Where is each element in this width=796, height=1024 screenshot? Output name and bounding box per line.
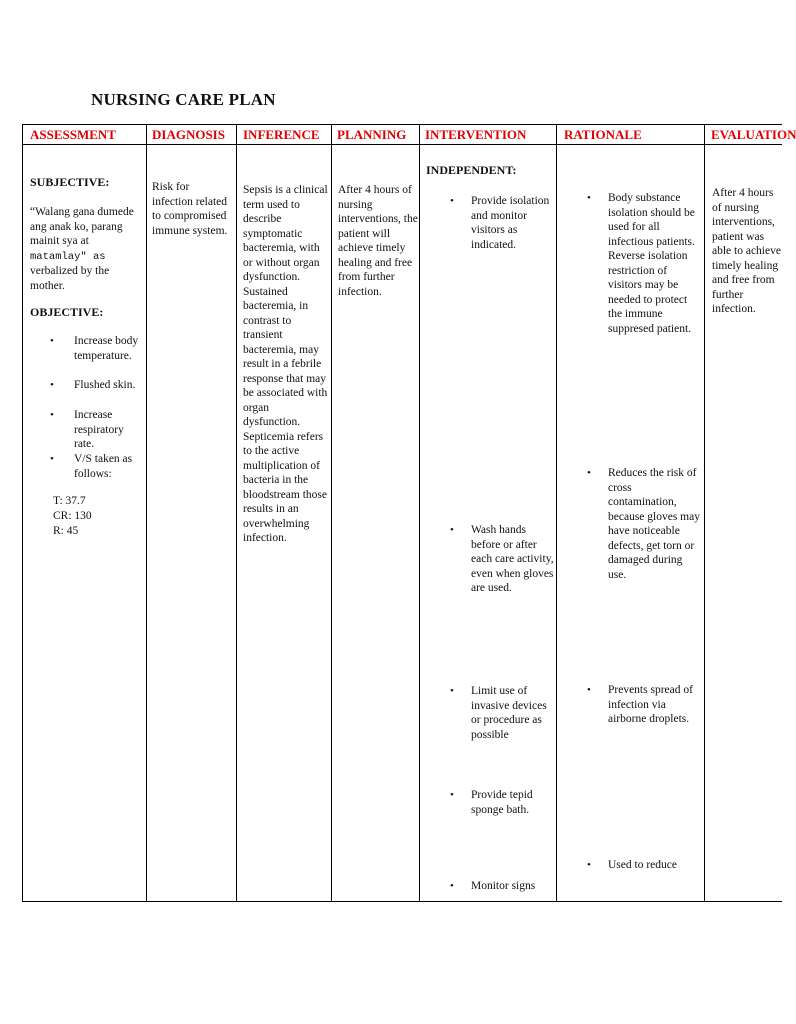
bullet: • xyxy=(587,684,591,696)
header-planning: PLANNING xyxy=(337,127,407,142)
header-inference: INFERENCE xyxy=(243,127,320,142)
header-diagnosis: DIAGNOSIS xyxy=(152,127,225,142)
column-border xyxy=(419,124,420,902)
header-evaluation: EVALUATION xyxy=(711,127,796,142)
bullet: • xyxy=(50,453,54,465)
list-item xyxy=(450,194,554,252)
independent-label: INDEPENDENT: xyxy=(426,163,517,177)
table-bottom-border xyxy=(22,901,782,902)
list-item xyxy=(450,788,554,817)
objective-label: OBJECTIVE: xyxy=(30,305,104,319)
quote-text: “Walang gana dumede ang anak ko, parang mainit sya at xyxy=(30,206,134,247)
inference-text: Sepsis is a clinical term used to describe symptomatic bacteremia, with or without organ dysfunction. Sustained bacteremia, in contrast to transient bacteremia, may result in a febrile response that may be associated with organ dysfunction. Septicemia refers to the active multiplication of bacteria in the bloodstream those results in an overwhelming infection. xyxy=(243,184,328,544)
bullet: • xyxy=(50,379,54,391)
list-item xyxy=(587,858,701,873)
objective-item: Flushed skin. xyxy=(74,379,136,391)
header-rationale: RATIONALE xyxy=(564,127,642,142)
subjective-label: SUBJECTIVE: xyxy=(30,175,110,189)
bullet: • xyxy=(50,335,54,347)
bullet: • xyxy=(450,524,454,536)
list-item xyxy=(50,408,142,452)
vital-cardiac-rate: CR: 130 xyxy=(53,510,92,522)
bullet: • xyxy=(587,859,591,871)
column-border xyxy=(236,124,237,902)
list-item xyxy=(587,191,701,336)
column-border xyxy=(146,124,147,902)
header-assessment: ASSESSMENT xyxy=(30,127,116,142)
list-item xyxy=(50,378,142,393)
care-plan-table xyxy=(22,124,796,902)
bullet: • xyxy=(450,195,454,207)
quote-attribution: verbalized by the mother. xyxy=(30,265,110,292)
objective-item: V/S taken as follows: xyxy=(74,453,133,480)
bullet: • xyxy=(450,685,454,697)
subjective-quote xyxy=(30,205,142,293)
list-item xyxy=(450,684,554,742)
intervention-item: Wash hands before or after each care activity, even when gloves are used. xyxy=(471,524,554,594)
column-border xyxy=(22,124,23,902)
rationale-item: Prevents spread of infection via airborne droplets. xyxy=(608,684,693,725)
list-item xyxy=(587,466,701,582)
column-border xyxy=(556,124,557,902)
list-item xyxy=(450,523,554,596)
header-divider xyxy=(22,144,782,145)
objective-item: Increase respiratory rate. xyxy=(74,409,124,450)
intervention-item: Limit use of invasive devices or procedure as possible xyxy=(471,685,547,741)
column-border xyxy=(704,124,705,902)
diagnosis-text: Risk for infection related to compromised immune system. xyxy=(152,181,228,237)
rationale-item: Used to reduce xyxy=(608,859,677,871)
header-intervention: INTERVENTION xyxy=(425,127,527,142)
list-item xyxy=(50,334,142,363)
objective-item: Increase body temperature. xyxy=(74,335,139,362)
column-border xyxy=(331,124,332,902)
planning-text: After 4 hours of nursing interventions, the patient will achieve timely healing and free from further infection. xyxy=(338,184,418,298)
page-title: NURSING CARE PLAN xyxy=(91,90,276,109)
vital-temperature: T: 37.7 xyxy=(53,495,86,507)
rationale-item: Reduces the risk of cross contamination, because gloves may have noticeable defects, get torn or damaged during use. xyxy=(608,467,700,581)
rationale-item: Body substance isolation should be used for all infectious patients. Reverse isolation restriction of visitors may be needed to protect the immune suppresed patient. xyxy=(608,192,695,335)
list-item xyxy=(587,683,701,727)
bullet: • xyxy=(450,880,454,892)
intervention-item: Provide isolation and monitor visitors as indicated. xyxy=(471,195,550,251)
quote-mono-text: matamlay" as xyxy=(30,250,106,263)
evaluation-text: After 4 hours of nursing interventions, patient was able to achieve timely healing and free from further infection. xyxy=(712,187,781,315)
list-item xyxy=(450,879,554,894)
vital-respiratory-rate: R: 45 xyxy=(53,525,79,537)
bullet: • xyxy=(450,789,454,801)
bullet: • xyxy=(587,467,591,479)
table-top-border xyxy=(22,124,782,125)
intervention-item: Monitor signs xyxy=(471,880,536,892)
bullet: • xyxy=(50,409,54,421)
list-item xyxy=(50,452,142,481)
intervention-item: Provide tepid sponge bath. xyxy=(471,789,533,816)
bullet: • xyxy=(587,192,591,204)
